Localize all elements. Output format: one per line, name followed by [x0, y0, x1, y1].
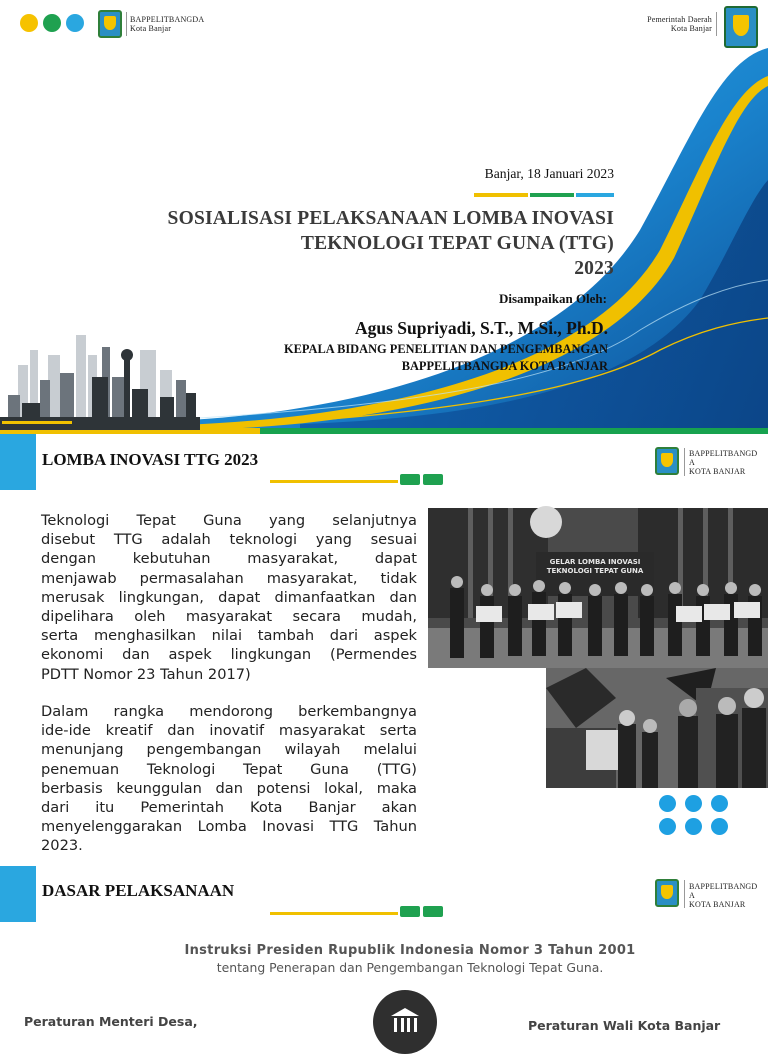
text-line: PDTT Nomor 23 Tahun 2017) [41, 665, 251, 683]
text-line: menyelenggarakan Lomba Inovasi TTG Tahun [41, 818, 417, 836]
section-brand [689, 882, 757, 909]
brand-line: BAPPELITBANGD [689, 882, 758, 891]
text-line: serta menghasilkan nilai tambah dari aspek [41, 627, 417, 645]
banner-line: GELAR LOMBA INOVASI [549, 558, 641, 566]
brand-line: KOTA BANJAR [689, 467, 746, 476]
heading-underline [270, 912, 398, 915]
exhibition-photo [546, 668, 768, 788]
section-logo-icon [655, 447, 679, 475]
right-brand-line: Kota Banjar [670, 24, 712, 33]
instruction-title: Instruksi Presiden Rupublik Indonesia Nomor 3 Tahun 2001 [184, 943, 636, 958]
presented-by: Disampaikan Oleh: [499, 291, 607, 306]
section-heading: LOMBA INOVASI TTG 2023 [42, 450, 259, 469]
brand-line: A [689, 891, 695, 900]
city-skyline-graphic [0, 325, 200, 430]
award-ceremony-photo [428, 508, 768, 668]
text-line: Teknologi Tepat Guna yang selanjutnya [41, 512, 417, 529]
brand-line: BAPPELITBANGD [689, 449, 758, 458]
left-brand-line: Kota Banjar [130, 24, 172, 33]
position-line: KEPALA BIDANG PENELITIAN DAN PENGEMBANGAN [283, 342, 608, 356]
decorative-dot [659, 795, 676, 812]
text-line: 2023. [41, 837, 83, 855]
dasar-section [0, 866, 768, 1033]
heading-pill [423, 906, 443, 917]
logo-divider [684, 448, 685, 476]
text-line: menunjang pengembangan wilayah melalui [41, 741, 417, 759]
cover-slide [0, 0, 768, 434]
heading-pill [423, 474, 443, 485]
banner-text [541, 558, 649, 576]
section-brand [689, 449, 757, 476]
text-line: penemuan Teknologi Tepat Guna (TTG) [41, 760, 417, 778]
regulation-right-label: Peraturan Wali Kota Banjar [528, 1018, 721, 1033]
speaker-position [200, 341, 608, 375]
section-accent-bar [0, 434, 36, 490]
lomba-section [0, 434, 768, 866]
cover-title-line: TEKNOLOGI TEPAT GUNA (TTG) [300, 233, 614, 254]
decorative-dot [685, 818, 702, 835]
section-logo-icon [655, 879, 679, 907]
text-line: dengan kebutuhan masyarakat, dapat [41, 550, 417, 568]
right-brand-line: Pemerintah Daerah [647, 15, 712, 24]
regulation-left-label: Peraturan Menteri Desa, [24, 1014, 198, 1029]
position-line: BAPPELITBANGDA KOTA BANJAR [401, 359, 608, 373]
heading-underline [270, 480, 398, 483]
text-line: disebut TTG adalah teknologi yang sesuai [41, 531, 417, 549]
text-line: dari itu Pemerintah Kota Banjar akan [41, 799, 417, 817]
left-brand-line: BAPPELITBANGDA [130, 15, 205, 24]
decorative-dot [711, 818, 728, 835]
text-line: dipelihara oleh masyarakat secara mudah, [41, 608, 417, 626]
paragraph-definition [41, 511, 417, 684]
text-line: merusak lingkungan, dapat dimanfaatkan dan [41, 588, 417, 606]
text-line: ekonomi dan aspek lingkungan (Permendes [41, 646, 417, 664]
bank-building-icon [389, 1006, 421, 1036]
banner-line: TEKNOLOGI TEPAT GUNA [546, 567, 644, 575]
cover-title-line: 2023 [574, 258, 614, 279]
section-accent-bar [0, 866, 36, 922]
cover-date: Banjar, 18 Januari 2023 [484, 166, 614, 181]
brand-line: A [689, 458, 695, 467]
decorative-dot [711, 795, 728, 812]
brand-line: KOTA BANJAR [689, 900, 746, 909]
regulation-circle [373, 990, 437, 1054]
date-underline [474, 193, 614, 197]
text-line: ide-ide kreatif dan inovatif masyarakat serta [41, 722, 417, 740]
text-line: menjawab permasalahan masyarakat, tidak [41, 569, 417, 587]
section-heading: DASAR PELAKSANAAN [42, 881, 235, 900]
text-line: Dalam rangka mendorong berkembangnya [41, 703, 417, 720]
instruction-subtitle: tentang Penerapan dan Pengembangan Teknologi Tepat Guna. [216, 960, 604, 975]
cover-title [100, 206, 614, 281]
exhibition-photo-art [546, 668, 768, 788]
heading-pill [400, 906, 420, 917]
paragraph-purpose [41, 702, 417, 856]
logo-divider [684, 880, 685, 908]
decorative-dot [659, 818, 676, 835]
heading-pill [400, 474, 420, 485]
decorative-dot [685, 795, 702, 812]
text-line: berbasis keunggulan dan potensi lokal, maka [41, 779, 417, 797]
speaker-name: Agus Supriyadi, S.T., M.Si., Ph.D. [354, 318, 608, 338]
award-photo-art [428, 508, 768, 668]
cover-title-line: SOSIALISASI PELAKSANAAN LOMBA INOVASI [167, 208, 614, 229]
